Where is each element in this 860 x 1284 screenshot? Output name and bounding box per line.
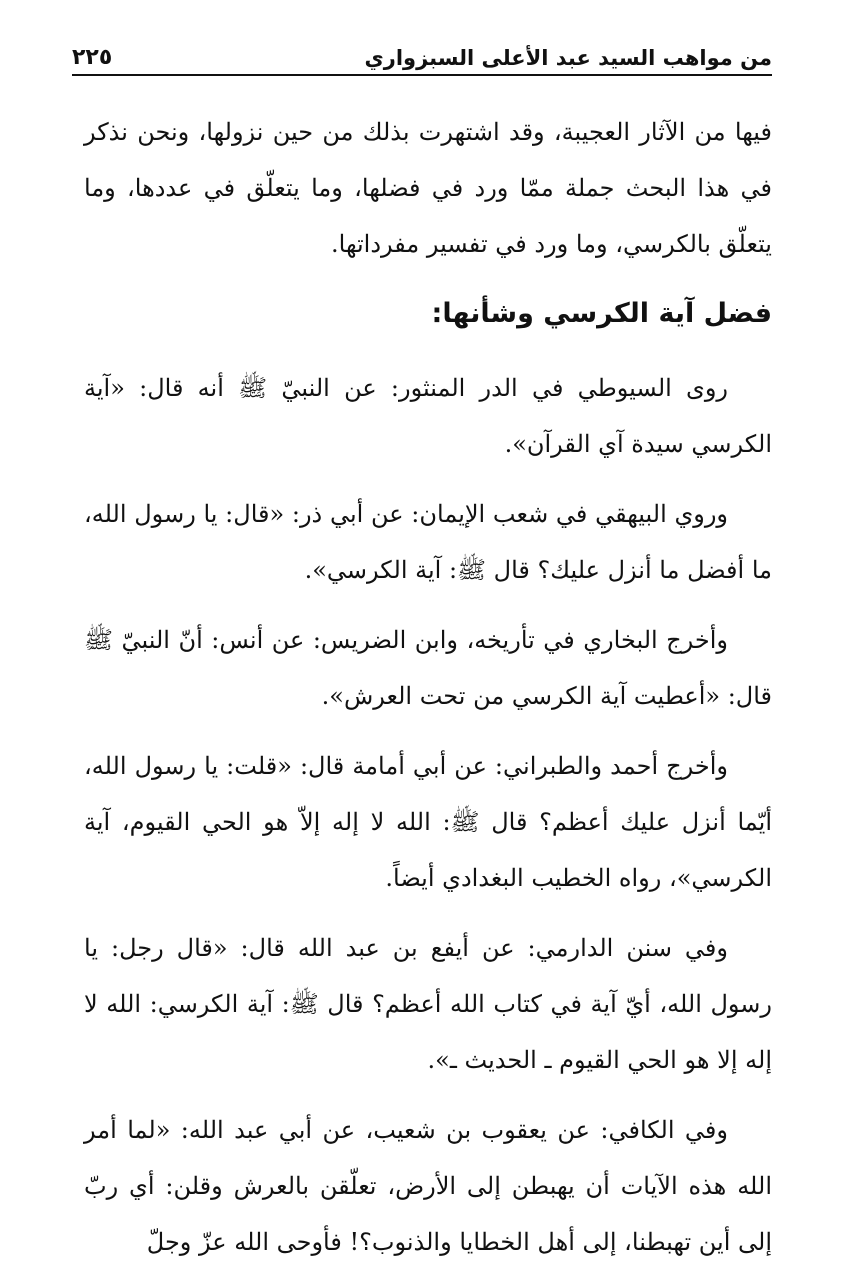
hadith-paragraph-5: وفي سنن الدارمي: عن أيفع بن عبد الله قال: «قال رجل: يا رسول الله، أيّ آية في كتاب الله أعظم؟ قال ﷺ: آية الكرسي: الله لا إله إلا هو الحي القيوم ـ الحديث ـ». [84,934,772,1074]
page-number: ٢٢٥ [72,45,113,70]
hadith-paragraph-2: وروي البيهقي في شعب الإيمان: عن أبي ذر: «قال: يا رسول الله، ما أفضل ما أنزل عليك؟ قال ﷺ: آية الكرسي». [84,500,772,584]
hadith-paragraph-1: روى السيوطي في الدر المنثور: عن النبيّ ﷺ أنه قال: «آية الكرسي سيدة آي القرآن». [84,374,772,458]
hadith-paragraph-4: وأخرج أحمد والطبراني: عن أبي أمامة قال: «قلت: يا رسول الله، أيّما أنزل عليك أعظم؟ قال ﷺ: الله لا إله إلاّ هو الحي القيوم، آية الكرسي»، رواه الخطيب البغدادي أيضاً. [84,752,772,892]
running-title: من مواهب السيد عبد الأعلى السبزواري [364,46,772,70]
hadith-paragraph-3: وأخرج البخاري في تأريخه، وابن الضريس: عن أنس: أنّ النبيّ ﷺ قال: «أعطيت آية الكرسي من تحت العرش». [84,626,772,710]
page-body [84,104,772,1284]
section-heading: فضل آية الكرسي وشأنها: [431,298,772,329]
intro-paragraph: فيها من الآثار العجيبة، وقد اشتهرت بذلك من حين نزولها، ونحن نذكر في هذا البحث جملة ممّا ورد في فضلها، وما يتعلّق في عددها، وما يتعلّق بالكرسي، وما ورد في تفسير مفرداتها. [84,118,772,258]
running-header [72,26,772,76]
hadith-paragraph-6: وفي الكافي: عن يعقوب بن شعيب، عن أبي عبد الله: «لما أمر الله هذه الآيات أن يهبطن إلى الأرض، تعلّقن بالعرش وقلن: أي ربّ إلى أين تهبطنا، إلى أهل الخطايا والذنوب؟! فأوحى الله عزّ وجلّ [84,1116,772,1256]
